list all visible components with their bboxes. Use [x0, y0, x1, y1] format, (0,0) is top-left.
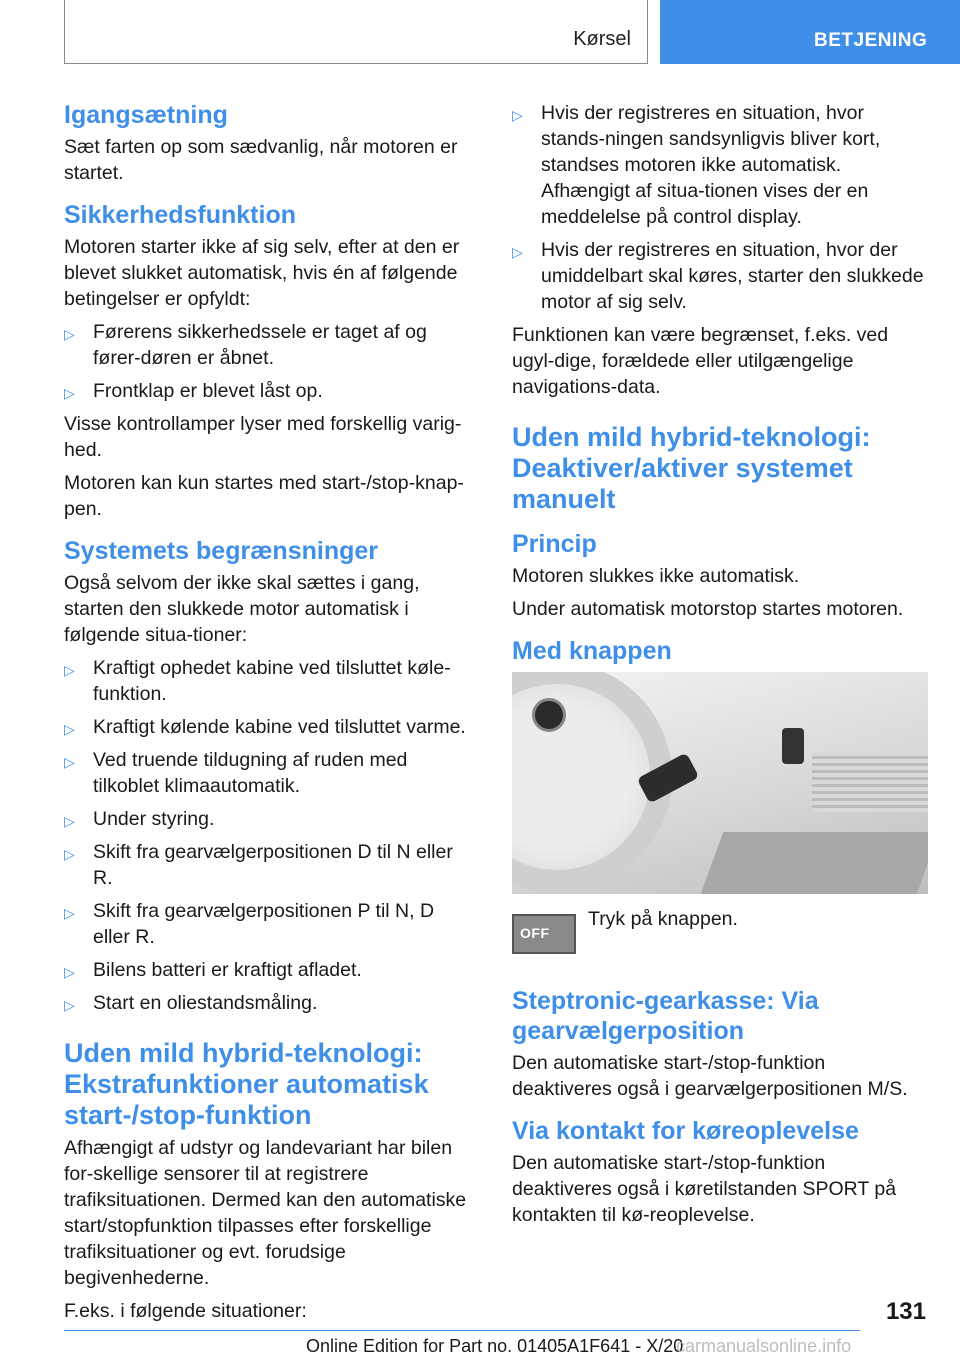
section-begraensninger	[64, 536, 476, 1016]
list-item: ▷ Frontklap er blevet låst op.	[64, 378, 476, 404]
list-item: ▷ Under styring.	[64, 806, 476, 832]
list-item: ▷ Hvis der registreres en situation, hvor der umiddelbart skal køres, starter den slukkede motor af sig selv.	[512, 239, 924, 313]
section-tab-label: BETJENING	[814, 30, 928, 51]
section-steptronic	[512, 986, 930, 1102]
heading-princip: Princip	[512, 530, 597, 558]
button-instruction	[512, 906, 930, 968]
bullet-list	[64, 319, 476, 404]
triangle-bullet-icon: ▷	[64, 385, 75, 401]
chapter-title: Kørsel	[573, 28, 631, 50]
triangle-bullet-icon: ▷	[64, 813, 75, 829]
paragraph: Afhængigt af udstyr og landevariant har bilen for-skellige sensorer til at registrere trafiksituationen. Dermed kan den automatiske start/stopfunktion tilpasses efter forskellige trafiksituationer og evt. forudsige begivenhederne.	[64, 1137, 467, 1289]
section-tab	[660, 0, 960, 64]
triangle-bullet-icon: ▷	[64, 662, 75, 678]
heading-deaktiver: Uden mild hybrid-teknologi: Deaktiver/aktiver systemet manuelt	[512, 422, 871, 514]
list-item: ▷ Førerens sikkerhedssele er taget af og fører-døren er åbnet.	[64, 321, 427, 369]
section-deaktiver	[512, 422, 930, 515]
list-item: ▷ Skift fra gearvælgerpositionen D til N eller R.	[64, 841, 453, 889]
auto-start-stop-off-icon: OFF	[512, 914, 576, 954]
paragraph: Under automatisk motorstop startes motoren.	[512, 598, 904, 620]
triangle-bullet-icon: ▷	[512, 107, 523, 123]
triangle-bullet-icon: ▷	[64, 997, 75, 1013]
list-item: ▷ Skift fra gearvælgerpositionen P til N, D eller R.	[64, 900, 435, 948]
start-stop-button	[782, 728, 804, 764]
section-igangsaetning	[64, 100, 476, 186]
triangle-bullet-icon: ▷	[64, 721, 75, 737]
caption: Tryk på knappen.	[588, 908, 738, 930]
paragraph: Visse kontrollamper lyser med forskellig varig-hed.	[64, 413, 462, 461]
bullet-list	[512, 100, 930, 315]
list-item: ▷ Hvis der registreres en situation, hvor stands-ningen sandsynligvis bliver kort, standses motoren ikke automatisk. Afhængigt af situa-tionen vises der en meddelelse på control display.	[512, 102, 881, 228]
paragraph: Også selvom der ikke skal sættes i gang, starten den slukkede motor automatisk i følgende situa-tioner:	[64, 572, 420, 646]
list-item: ▷ Bilens batteri er kraftigt afladet.	[64, 957, 476, 983]
list-item: ▷ Kraftigt ophedet kabine ved tilsluttet køle-funktion.	[64, 657, 451, 705]
logo-emblem	[532, 698, 566, 732]
header-box	[64, 0, 648, 64]
list-item: ▷ Kraftigt kølende kabine ved tilsluttet varme.	[64, 714, 476, 740]
right-column	[512, 100, 930, 1235]
section-med-knappen	[512, 636, 930, 968]
paragraph: Motoren starter ikke af sig selv, efter at den er blevet slukket automatisk, hvis én af følgende betingelser er opfyldt:	[64, 236, 460, 310]
heading-igangsaetning: Igangsætning	[64, 101, 228, 129]
triangle-bullet-icon: ▷	[64, 846, 75, 862]
footer-divider	[64, 1330, 860, 1331]
center-console	[701, 832, 928, 894]
list-item: ▷ Start en oliestandsmåling.	[64, 990, 476, 1016]
bullet-list	[64, 655, 476, 1016]
heading-ekstrafunktioner: Uden mild hybrid-teknologi: Ekstrafunktioner automatisk start-/stop-funktion	[64, 1038, 429, 1130]
air-vent	[812, 752, 928, 812]
triangle-bullet-icon: ▷	[64, 964, 75, 980]
triangle-bullet-icon: ▷	[64, 905, 75, 921]
triangle-bullet-icon: ▷	[512, 244, 523, 260]
paragraph: Den automatiske start-/stop-funktion deaktiveres også i køretilstanden SPORT på kontakten til kø-reoplevelse.	[512, 1152, 897, 1226]
paragraph: Den automatiske start-/stop-funktion deaktiveres også i gearvælgerpositionen M/S.	[512, 1052, 908, 1100]
dashboard-photo	[512, 672, 928, 894]
heading-begraensninger: Systemets begrænsninger	[64, 537, 378, 565]
paragraph: Sæt farten op som sædvanlig, når motoren er startet.	[64, 136, 458, 184]
paragraph: Motoren slukkes ikke automatisk.	[512, 565, 800, 587]
triangle-bullet-icon: ▷	[64, 326, 75, 342]
watermark: carmanualsonline.info	[676, 1336, 852, 1356]
paragraph: F.eks. i følgende situationer:	[64, 1300, 307, 1322]
triangle-bullet-icon: ▷	[64, 754, 75, 770]
heading-med-knappen: Med knappen	[512, 637, 672, 665]
left-column	[64, 100, 476, 1331]
page-number: 131	[885, 1298, 926, 1325]
list-item: ▷ Ved truende tildugning af ruden med tilkoblet klimaautomatik.	[64, 749, 408, 797]
section-ekstrafunktioner	[64, 1038, 476, 1324]
section-princip	[512, 529, 930, 622]
paragraph: Motoren kan kun startes med start-/stop-knap-pen.	[64, 472, 464, 520]
heading-koereoplevelse: Via kontakt for køreoplevelse	[512, 1117, 859, 1145]
section-koereoplevelse	[512, 1116, 930, 1228]
heading-steptronic: Steptronic-gearkasse: Via gearvælgerposition	[512, 987, 819, 1045]
footer-edition: Online Edition for Part no. 01405A1F641 - X/20	[306, 1336, 684, 1356]
heading-sikkerhedsfunktion: Sikkerhedsfunktion	[64, 201, 296, 229]
paragraph: Funktionen kan være begrænset, f.eks. ved ugyl-dige, forældede eller utilgængelige navigations-data.	[512, 324, 889, 398]
footer	[306, 1336, 852, 1357]
section-sikkerhedsfunktion	[64, 200, 476, 522]
